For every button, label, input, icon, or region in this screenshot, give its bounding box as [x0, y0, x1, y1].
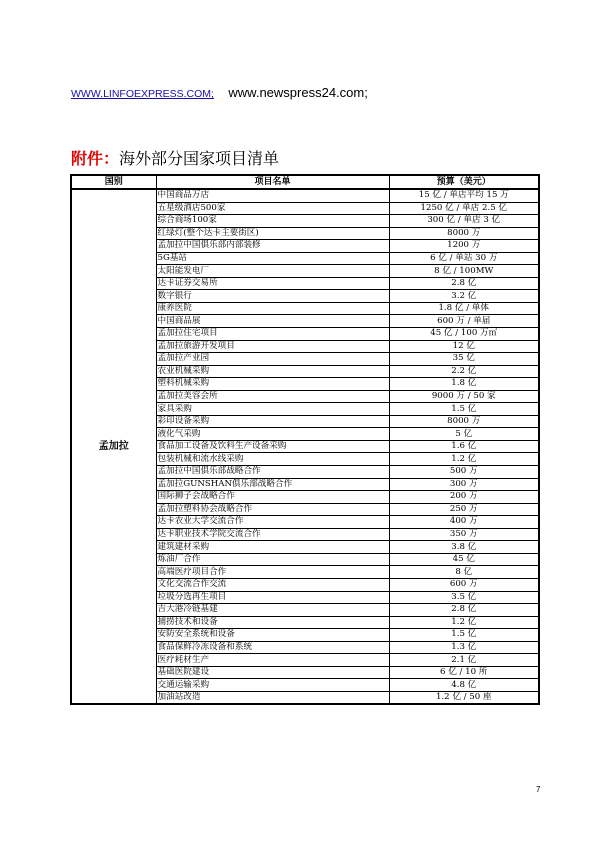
heading-lead: 附件：: [71, 149, 120, 168]
project-name-cell: 康养医院: [156, 302, 389, 315]
project-name-cell: 达卡证券交易所: [156, 277, 389, 290]
project-name-cell: 太阳能发电厂: [156, 265, 389, 278]
budget-cell: 3.8 亿: [389, 541, 539, 554]
column-header-project: 项目名单: [156, 175, 389, 189]
table-header-row: [71, 175, 539, 189]
project-name-cell: 孟加拉中国俱乐部内部装修: [156, 240, 389, 253]
budget-cell: 45 亿: [389, 553, 539, 566]
budget-cell: 1.2 亿: [389, 453, 539, 466]
budget-cell: 1.5 亿: [389, 403, 539, 416]
budget-cell: 250 万: [389, 503, 539, 516]
project-name-cell: 基础医院建设: [156, 666, 389, 679]
project-name-cell: 炼油厂合作: [156, 553, 389, 566]
project-name-cell: 孟加拉GUNSHAN俱乐部战略合作: [156, 478, 389, 491]
project-name-cell: 垃圾分选再生项目: [156, 591, 389, 604]
project-name-cell: 彩印设备采购: [156, 415, 389, 428]
project-name-cell: 孟加拉住宅项目: [156, 328, 389, 341]
budget-cell: 6 亿 / 单站 30 万: [389, 252, 539, 265]
project-name-cell: 家具采购: [156, 403, 389, 416]
project-name-cell: 加油站改造: [156, 691, 389, 704]
budget-cell: 2.8 亿: [389, 277, 539, 290]
project-name-cell: 红绿灯(整个达卡主要街区): [156, 227, 389, 240]
budget-cell: 12 亿: [389, 340, 539, 353]
project-name-cell: 孟加拉旅游开发项目: [156, 340, 389, 353]
project-name-cell: 综合商场100家: [156, 215, 389, 228]
budget-cell: 500 万: [389, 466, 539, 479]
budget-cell: 300 万: [389, 478, 539, 491]
project-name-cell: 医疗耗材生产: [156, 654, 389, 667]
budget-cell: 1200 万: [389, 240, 539, 253]
budget-cell: 6 亿 / 10 所: [389, 666, 539, 679]
budget-cell: 3.5 亿: [389, 591, 539, 604]
budget-cell: 45 亿 / 100 万㎡: [389, 328, 539, 341]
project-name-cell: 达卡农业大学交流合作: [156, 516, 389, 529]
column-header-country: 国别: [71, 175, 156, 189]
budget-cell: 1.8 亿 / 单体: [389, 302, 539, 315]
header-links: [71, 84, 368, 102]
project-name-cell: 达卡职业技术学院交流合作: [156, 528, 389, 541]
budget-cell: 1.5 亿: [389, 629, 539, 642]
budget-cell: 1.6 亿: [389, 440, 539, 453]
project-name-cell: 5G基站: [156, 252, 389, 265]
budget-cell: 9000 万 / 50 家: [389, 390, 539, 403]
budget-cell: 300 亿 / 单店 3 亿: [389, 215, 539, 228]
budget-cell: 2.2 亿: [389, 365, 539, 378]
budget-cell: 1.8 亿: [389, 378, 539, 391]
budget-cell: 3.2 亿: [389, 290, 539, 303]
country-cell: 孟加拉: [71, 189, 156, 704]
project-table: [70, 174, 540, 705]
linfoexpress-link[interactable]: WWW.LINFOEXPRESS.COM;: [71, 88, 214, 100]
budget-cell: 1.3 亿: [389, 641, 539, 654]
project-name-cell: 建筑建材采购: [156, 541, 389, 554]
budget-cell: 5 亿: [389, 428, 539, 441]
heading-title: 海外部分国家项目清单: [119, 149, 280, 168]
project-name-cell: 五星级酒店500家: [156, 202, 389, 215]
project-name-cell: 孟加拉中国俱乐部战略合作: [156, 466, 389, 479]
budget-cell: 15 亿 / 单店平均 15 万: [389, 189, 539, 202]
project-name-cell: 孟加拉产业园: [156, 353, 389, 366]
project-name-cell: 中国商品展: [156, 315, 389, 328]
project-name-cell: 塑料机械采购: [156, 378, 389, 391]
project-name-cell: 食品保鲜冷冻设备和系统: [156, 641, 389, 654]
budget-cell: 600 万: [389, 578, 539, 591]
project-name-cell: 高端医疗项目合作: [156, 566, 389, 579]
project-name-cell: 文化交流合作交流: [156, 578, 389, 591]
project-name-cell: 交通运输采购: [156, 679, 389, 692]
table-body: [71, 189, 539, 704]
project-name-cell: 中国商品万店: [156, 189, 389, 202]
page-heading: [71, 146, 279, 169]
project-name-cell: 安防安全系统和设备: [156, 629, 389, 642]
project-name-cell: 液化气采购: [156, 428, 389, 441]
budget-cell: 200 万: [389, 491, 539, 504]
budget-cell: 8 亿: [389, 566, 539, 579]
project-name-cell: 国际狮子会战略合作: [156, 491, 389, 504]
project-name-cell: 食品加工设备及饮料生产设备采购: [156, 440, 389, 453]
budget-cell: 1.2 亿 / 50 座: [389, 691, 539, 704]
column-header-budget: 预算（美元）: [389, 175, 539, 189]
project-name-cell: 农业机械采购: [156, 365, 389, 378]
budget-cell: 1250 亿 / 单店 2.5 亿: [389, 202, 539, 215]
newspress-link: www.newspress24.com;: [228, 85, 368, 100]
budget-cell: 8000 万: [389, 415, 539, 428]
budget-cell: 600 万 / 单届: [389, 315, 539, 328]
table-row: [71, 189, 539, 202]
budget-cell: 400 万: [389, 516, 539, 529]
project-name-cell: 孟加拉塑料协会战略合作: [156, 503, 389, 516]
budget-cell: 2.8 亿: [389, 604, 539, 617]
project-name-cell: 捕捞技术和设备: [156, 616, 389, 629]
project-name-cell: 孟加拉美容会所: [156, 390, 389, 403]
project-name-cell: 数字银行: [156, 290, 389, 303]
budget-cell: 4.8 亿: [389, 679, 539, 692]
budget-cell: 2.1 亿: [389, 654, 539, 667]
budget-cell: 35 亿: [389, 353, 539, 366]
project-name-cell: 包装机械和流水线采购: [156, 453, 389, 466]
budget-cell: 350 万: [389, 528, 539, 541]
budget-cell: 8 亿 / 100MW: [389, 265, 539, 278]
budget-cell: 8000 万: [389, 227, 539, 240]
budget-cell: 1.2 亿: [389, 616, 539, 629]
project-name-cell: 吉大港冷链基建: [156, 604, 389, 617]
page-number: 7: [536, 785, 541, 794]
